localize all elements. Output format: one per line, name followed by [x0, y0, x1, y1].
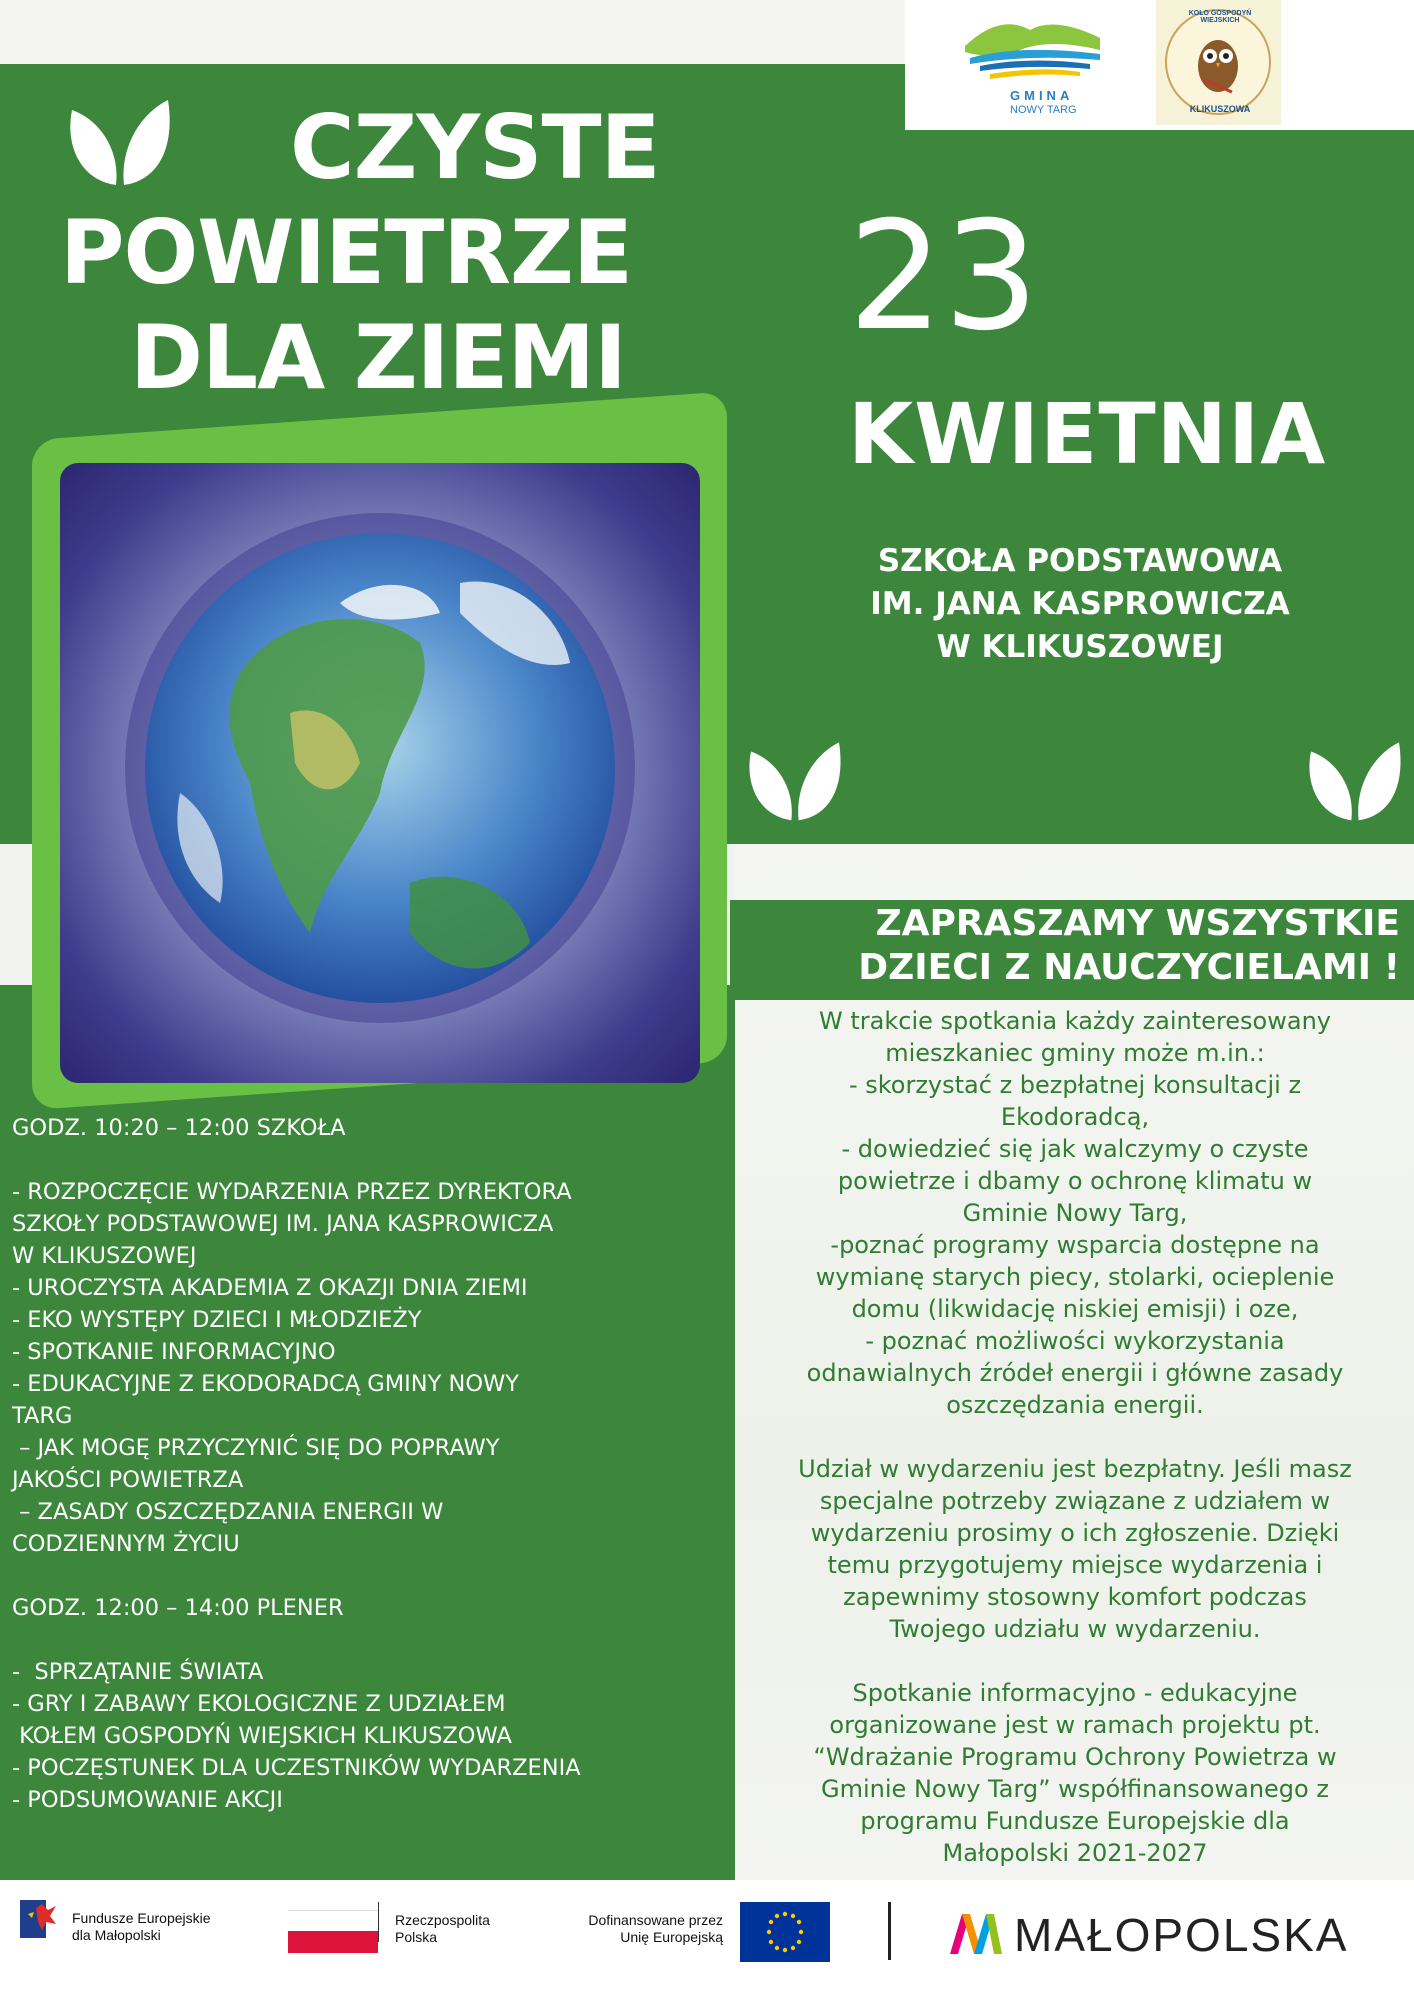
gmina-logo-subtext: NOWY TARG: [1010, 104, 1077, 116]
leaf-icon: [1300, 733, 1410, 825]
top-light-bar: [0, 0, 905, 64]
description-line: - poznać możliwości wykorzystania: [865, 1327, 1285, 1355]
schedule-item: - ROZPOCZĘCIE WYDARZENIA PRZEZ DYREKTORA: [12, 1179, 572, 1205]
schedule-item: JAKOŚCI POWIETRZA: [12, 1467, 244, 1493]
schedule-item: - SPOTKANIE INFORMACYJNO: [12, 1339, 336, 1365]
fe-logo-text: [72, 1910, 211, 1944]
schedule-item: KOŁEM GOSPODYŃ WIEJSKICH KLIKUSZOWA: [12, 1723, 512, 1749]
description-line: - skorzystać z bezpłatnej konsultacji z: [848, 1071, 1302, 1099]
venue-line-1: SZKOŁA PODSTAWOWA: [877, 543, 1283, 579]
schedule-header-school: GODZ. 10:20 – 12:00 SZKOŁA: [12, 1115, 346, 1141]
description-paragraph-2: [740, 1453, 1410, 1645]
invite-banner-text: [760, 902, 1400, 990]
fe-line-1: Fundusze Europejskie: [72, 1910, 211, 1926]
schedule-item: - GRY I ZABAWY EKOLOGICZNE Z UDZIAŁEM: [12, 1691, 506, 1717]
description-line: organizowane jest w ramach projektu pt.: [829, 1711, 1321, 1739]
schedule-item: - EKO WYSTĘPY DZIECI I MŁODZIEŻY: [12, 1307, 422, 1333]
description-line: wymianę starych piecy, stolarki, ocieplenie: [815, 1263, 1335, 1291]
venue-line-2: IM. JANA KASPROWICZA: [870, 586, 1290, 622]
description-line: Małopolski 2021-2027: [942, 1839, 1208, 1867]
divider: [888, 1902, 891, 1960]
schedule-item: - UROCZYSTA AKADEMIA Z OKAZJI DNIA ZIEMI: [12, 1275, 528, 1301]
eu-logo-text: [548, 1912, 723, 1946]
schedule-item: - PODSUMOWANIE AKCJI: [12, 1787, 283, 1813]
description-line: “Wdrażanie Programu Ochrony Powietrza w: [813, 1743, 1337, 1771]
gmina-logo: [960, 8, 1110, 123]
rp-line-1: Rzeczpospolita: [395, 1912, 490, 1928]
schedule-item: TARG: [12, 1403, 73, 1429]
description-line: programu Fundusze Europejskie dla: [860, 1807, 1290, 1835]
description-paragraph-1: [740, 1005, 1410, 1421]
schedule-item: SZKOŁY PODSTAWOWEJ IM. JANA KASPROWICZA: [12, 1211, 554, 1237]
fe-line-2: dla Małopolski: [72, 1927, 161, 1943]
description-line: powietrze i dbamy o ochronę klimatu w: [837, 1167, 1313, 1195]
description-line: Spotkanie informacyjno - edukacyjne: [852, 1679, 1298, 1707]
description-line: Twojego udziału w wydarzeniu.: [889, 1615, 1261, 1643]
description-line: domu (likwidację niskiej emisji) i oze,: [851, 1295, 1299, 1323]
kgw-logo-bottom-text: KLIKUSZOWA: [1189, 104, 1251, 114]
eu-line-1: Dofinansowane przez: [588, 1912, 723, 1928]
venue: [820, 540, 1340, 669]
divider: [378, 1902, 379, 1942]
venue-line-3: W KLIKUSZOWEJ: [936, 629, 1224, 665]
invite-line-2: DZIECI Z NAUCZYCIELAMI !: [858, 947, 1400, 988]
polish-flag: [288, 1910, 378, 1952]
gmina-mountain-icon: [960, 8, 1110, 88]
description-line: Udział w wydarzeniu jest bezpłatny. Jeśli masz: [798, 1455, 1352, 1483]
description: [740, 1005, 1410, 1869]
description-line: wydarzeniu prosimy o ich zgłoszenie. Dzięki: [810, 1519, 1340, 1547]
footer: [0, 1880, 1414, 2000]
description-line: Gminie Nowy Targ” współfinansowanego z: [821, 1775, 1329, 1803]
title-line-3: DLA ZIEMI: [130, 306, 626, 409]
description-line: - dowiedzieć się jak walczymy o czyste: [841, 1135, 1309, 1163]
leaf-icon: [60, 90, 180, 190]
schedule-item: W KLIKUSZOWEJ: [12, 1243, 197, 1269]
schedule-item: - EDUKACYJNE Z EKODORADCĄ GMINY NOWY: [12, 1371, 520, 1397]
schedule-item: - POCZĘSTUNEK DLA UCZESTNIKÓW WYDARZENIA: [12, 1755, 581, 1781]
eu-line-2: Unię Europejską: [620, 1929, 723, 1945]
rp-logo-text: [395, 1912, 490, 1946]
event-month: KWIETNIA: [848, 385, 1327, 483]
description-paragraph-3: [740, 1677, 1410, 1869]
description-line: -poznać programy wsparcia dostępne na: [830, 1231, 1320, 1259]
description-line: temu przygotujemy miejsce wydarzenia i: [827, 1551, 1323, 1579]
description-line: Gminie Nowy Targ,: [962, 1199, 1188, 1227]
gmina-logo-text: GMINA: [1010, 88, 1074, 103]
description-line: mieszkaniec gminy może m.in.:: [885, 1039, 1265, 1067]
schedule-school-items: [12, 1176, 732, 1560]
description-line: oszczędzania energii.: [946, 1391, 1204, 1419]
kgw-logo: [1156, 0, 1281, 125]
leaf-icon: [740, 733, 850, 825]
schedule-item: – ZASADY OSZCZĘDZANIA ENERGII W: [12, 1499, 444, 1525]
description-line: odnawialnych źródeł energii i główne zasady: [806, 1359, 1344, 1387]
malopolska-logo-text: MAŁOPOLSKA: [1014, 1909, 1349, 1961]
schedule-header-outdoor: GODZ. 12:00 – 14:00 PLENER: [12, 1595, 344, 1621]
description-line: W trakcie spotkania każdy zainteresowany: [819, 1007, 1331, 1035]
schedule-outdoor-items: [12, 1656, 732, 1816]
earth-globe-icon: [60, 463, 700, 1083]
eu-flag-icon: [740, 1902, 830, 1962]
schedule: [12, 1112, 732, 1816]
schedule-item: CODZIENNYM ŻYCIU: [12, 1531, 240, 1557]
kgw-logo-top-text: KOŁO GOSPODYŃ WIEJSKICH: [1188, 10, 1252, 24]
invite-line-1: ZAPRASZAMY WSZYSTKIE: [875, 903, 1400, 944]
rp-line-2: Polska: [395, 1929, 438, 1945]
description-line: Ekodoradcą,: [1000, 1103, 1150, 1131]
description-line: zapewnimy stosowny komfort podczas: [843, 1583, 1307, 1611]
schedule-item: – JAK MOGĘ PRZYCZYNIĆ SIĘ DO POPRAWY: [12, 1435, 500, 1461]
title-line-2: POWIETRZE: [60, 201, 632, 304]
fe-logo-icon: [18, 1896, 58, 1942]
schedule-item: - SPRZĄTANIE ŚWIATA: [12, 1659, 264, 1685]
malopolska-logo-icon: [948, 1910, 1004, 1956]
event-day: 23: [848, 190, 1039, 364]
description-line: specjalne potrzeby związane z udziałem w: [819, 1487, 1331, 1515]
earth-image: [60, 463, 700, 1083]
title-line-1: CZYSTE: [290, 96, 660, 199]
